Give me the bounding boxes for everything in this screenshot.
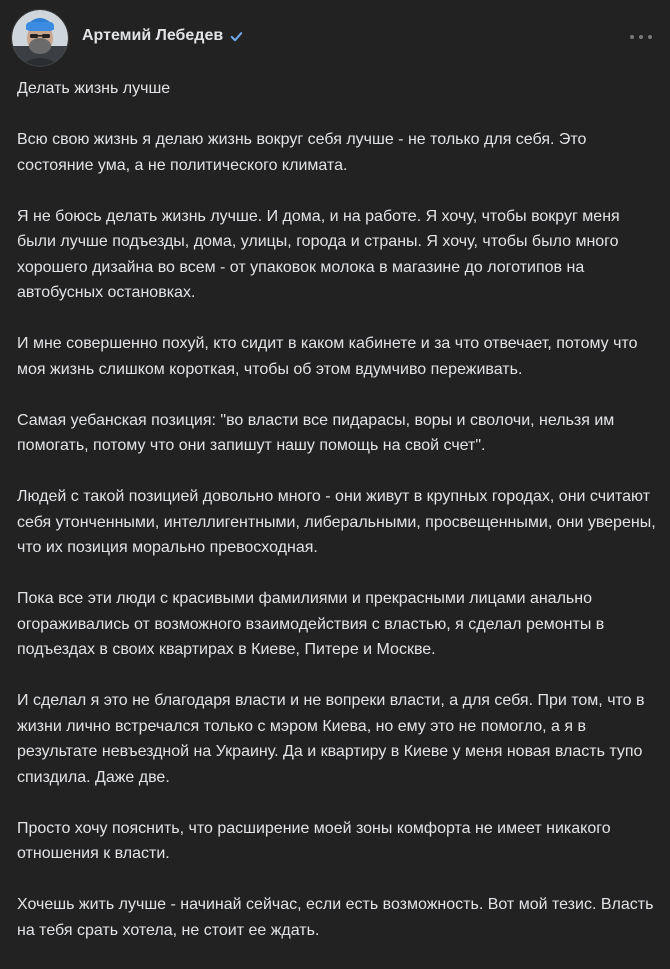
paragraph: Людей с такой позицией довольно много - они живут в крупных городах, они считают себя утонченными, интеллигентными, либеральными, просвещенными, они уверены, что их позиция морально превосходная. bbox=[17, 488, 656, 556]
paragraph: Пока все эти люди с красивыми фамилиями и прекрасными лицами анально огораживались от возможного взаимодействия с властью, я сделал ремонты в подъездах в своих квартирах в Киеве, Питере и Москве. bbox=[17, 590, 605, 658]
verified-check-icon bbox=[229, 29, 244, 44]
more-horizontal-icon[interactable] bbox=[630, 30, 652, 44]
avatar-icon bbox=[12, 10, 68, 66]
author-name-row[interactable] bbox=[82, 27, 244, 45]
avatar[interactable] bbox=[12, 10, 68, 66]
paragraph: Хочешь жить лучше - начинай сейчас, если есть возможность. Вот мой тезис. Власть на тебя срать хотела, не стоит ее ждать. bbox=[17, 896, 654, 939]
author-name[interactable]: Артемий Лебедев bbox=[82, 27, 224, 44]
paragraph: Просто хочу пояснить, что расширение моей зоны комфорта не имеет никакого отношения к власти. bbox=[17, 819, 611, 862]
paragraph: И мне совершенно похуй, кто сидит в каком кабинете и за что отвечает, потому что моя жизнь слишком короткая, чтобы об этом вдумчиво переживать. bbox=[17, 335, 638, 378]
paragraph: Я не боюсь делать жизнь лучше. И дома, и на работе. Я хочу, чтобы вокруг меня были лучше подъезды, дома, улицы, города и страны. Я хочу, чтобы было много хорошего дизайна во всем - от упаковок молока в магазине до логотипов на автобусных остановках. bbox=[17, 207, 620, 301]
paragraph: И сделал я это не благодаря власти и не вопреки власти, а для себя. При том, что в жизни лично встречался только с мэром Киева, но ему это не помогло, а я в результате невъездной на Украину. Да и квартиру в Киеве у меня новая власть тупо спиздила. Даже две. bbox=[17, 692, 645, 786]
paragraph: Самая уебанская позиция: "во власти все пидарасы, воры и сволочи, нельзя им помогать, потому что они запишут нашу помощь на свой счет". bbox=[17, 411, 615, 454]
post-text bbox=[17, 76, 657, 969]
post-title: Делать жизнь лучше bbox=[17, 80, 171, 97]
post-header bbox=[12, 8, 658, 66]
paragraph: Всю свою жизнь я делаю жизнь вокруг себя лучше - не только для себя. Это состояние ума, а не политического климата. bbox=[17, 131, 587, 174]
